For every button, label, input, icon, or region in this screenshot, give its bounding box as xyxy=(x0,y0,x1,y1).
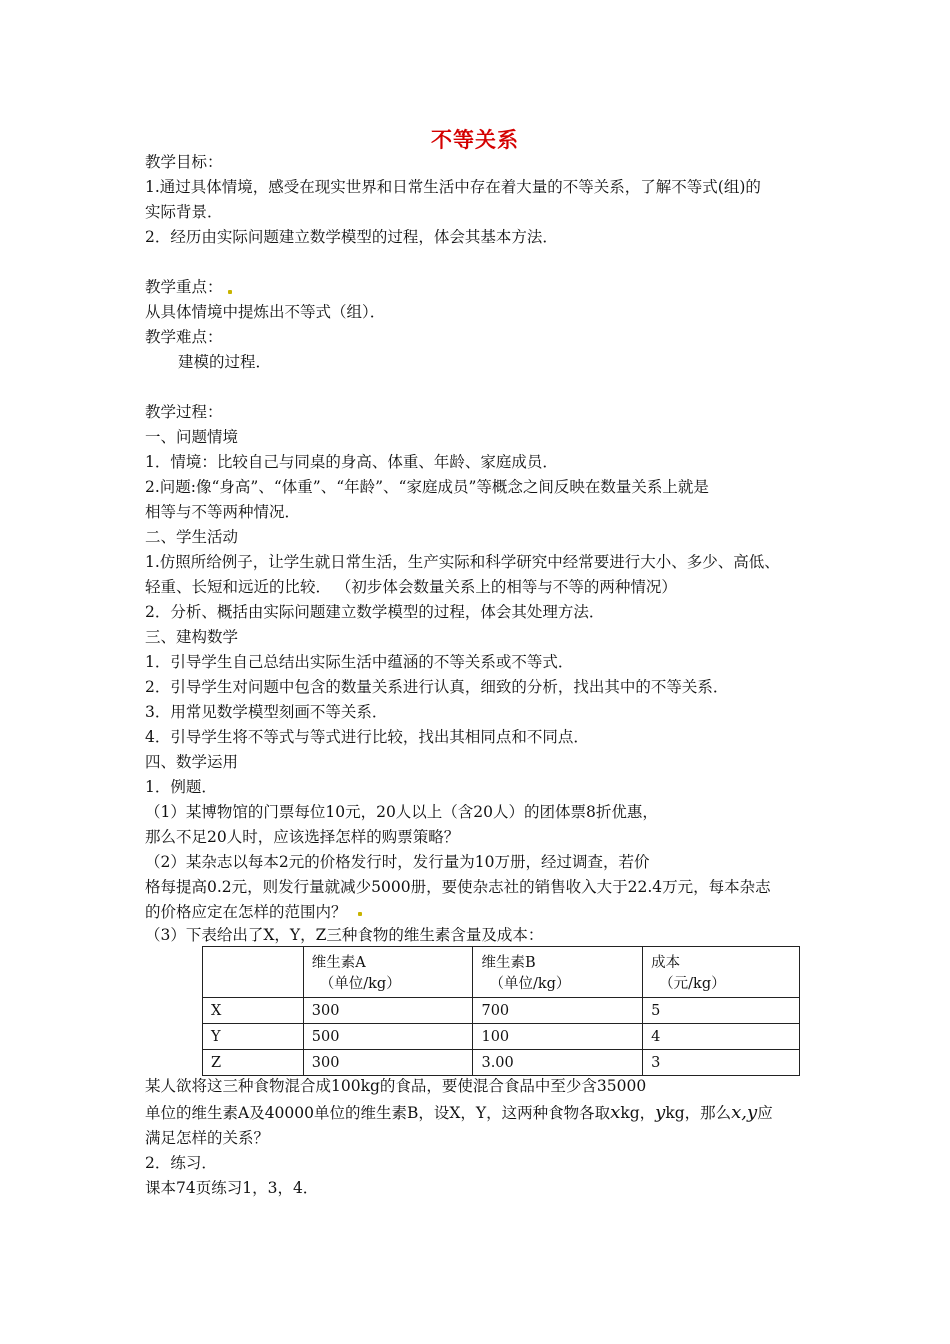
problem-text: 应 xyxy=(757,1104,773,1122)
examples-heading: 1．例题． xyxy=(145,778,217,796)
table-cell: 500 xyxy=(303,1024,473,1050)
vitamin-table xyxy=(202,946,800,1076)
objective-1-line-1: 1.通过具体情境，感受在现实世界和日常生活中存在着大量的不等关系，了解不等式(组)的 xyxy=(145,178,761,196)
objective-1-line-2: 实际背景． xyxy=(145,203,223,221)
section-3-item-1: 1．引导学生自己总结出实际生活中蕴涵的不等关系或不等式． xyxy=(145,653,574,671)
table-row xyxy=(203,1024,800,1050)
table-cell: 700 xyxy=(473,998,643,1024)
table-cell: 300 xyxy=(303,998,473,1024)
header-unit: （单位/kg） xyxy=(489,976,571,992)
mark-dot xyxy=(358,912,362,916)
section-2-heading: 二、学生活动 xyxy=(145,528,239,546)
difficulty-text: 建模的过程． xyxy=(178,353,272,371)
section-2-item-1-line-2: 轻重、长短和远近的比较． （初步体会数量关系上的相等与不等的两种情况） xyxy=(145,578,677,596)
table-cell: X xyxy=(203,998,304,1024)
variable-x: x xyxy=(610,1102,621,1123)
objectives-heading: 教学目标： xyxy=(145,153,223,171)
difficulty-heading: 教学难点： xyxy=(145,328,223,346)
header-unit: （单位/kg） xyxy=(319,976,401,992)
mark-dot xyxy=(228,290,232,294)
section-3-item-3: 3．用常见数学模型刻画不等关系． xyxy=(145,703,388,721)
practice-heading: 2．练习． xyxy=(145,1154,217,1172)
practice-text: 课本74页练习1，3，4． xyxy=(145,1179,319,1197)
table-cell: 5 xyxy=(643,998,800,1024)
example-1-line-1: （1）某博物馆的门票每位10元，20人以上（含20人）的团体票8折优惠， xyxy=(145,803,658,821)
unit-text: kg，那么 xyxy=(665,1104,732,1122)
table-cell: 3.00 xyxy=(473,1050,643,1076)
section-1-item-2-line-2: 相等与不等两种情况． xyxy=(145,503,301,521)
header-title: 维生素A xyxy=(311,955,366,971)
header-unit: （元/kg） xyxy=(659,976,726,992)
table-cell: 300 xyxy=(303,1050,473,1076)
example-1-line-2: 那么不足20人时，应该选择怎样的购票策略？ xyxy=(145,828,460,846)
table-row xyxy=(203,998,800,1024)
example-2-line-1: （2）某杂志以每本2元的价格发行时，发行量为10万册，经过调查，若价 xyxy=(145,853,650,871)
header-title: 成本 xyxy=(651,955,681,971)
section-1-item-1: 1．情境：比较自己与同桌的身高、体重、年龄、家庭成员． xyxy=(145,453,558,471)
table-cell: Y xyxy=(203,1024,304,1050)
section-2-item-1-line-1: 1.仿照所给例子，让学生就日常生活，生产实际和科学研究中经常要进行大小、多少、高低、 xyxy=(145,553,780,571)
table-header-cell xyxy=(643,947,800,998)
problem-line-3: 满足怎样的关系？ xyxy=(145,1129,270,1147)
page-title: 不等关系 xyxy=(431,128,519,152)
problem-line-2 xyxy=(145,1103,773,1123)
unit-text: kg， xyxy=(620,1104,656,1122)
header-title: 维生素B xyxy=(481,955,536,971)
table-header-cell xyxy=(203,947,304,998)
section-3-item-4: 4．引导学生将不等式与等式进行比较，找出其相同点和不同点． xyxy=(145,728,589,746)
table-cell: 4 xyxy=(643,1024,800,1050)
variable-y: y xyxy=(655,1102,666,1123)
table-header-cell xyxy=(303,947,473,998)
section-1-item-2-line-1: 2.问题:像“身高”、“体重”、“年龄”、“家庭成员”等概念之间反映在数量关系上就是 xyxy=(145,478,709,496)
table-header-cell xyxy=(473,947,643,998)
table-cell: 100 xyxy=(473,1024,643,1050)
variable-xy: x,y xyxy=(731,1102,758,1123)
example-3-intro: （3）下表给出了X，Y，Z三种食物的维生素含量及成本： xyxy=(145,926,544,944)
section-3-heading: 三、建构数学 xyxy=(145,628,239,646)
example-2-line-2: 格每提高0.2元，则发行量就减少5000册，要使杂志社的销售收入大于22.4万元，每本杂志 xyxy=(145,878,771,896)
table-cell: 3 xyxy=(643,1050,800,1076)
section-3-item-2: 2．引导学生对问题中包含的数量关系进行认真，细致的分析，找出其中的不等关系． xyxy=(145,678,729,696)
process-heading: 教学过程： xyxy=(145,403,223,421)
table-cell: Z xyxy=(203,1050,304,1076)
keypoint-heading: 教学重点： xyxy=(145,278,223,296)
table-header-row xyxy=(203,947,800,998)
example-2-line-3: 的价格应定在怎样的范围内？ xyxy=(145,903,347,921)
section-4-heading: 四、数学运用 xyxy=(145,753,239,771)
table-row xyxy=(203,1050,800,1076)
section-2-item-2: 2．分析、概括由实际问题建立数学模型的过程，体会其处理方法． xyxy=(145,603,605,621)
objective-2: 2．经历由实际问题建立数学模型的过程，体会其基本方法． xyxy=(145,228,558,246)
keypoint-text: 从具体情境中提炼出不等式（组）． xyxy=(145,303,386,321)
section-1-heading: 一、问题情境 xyxy=(145,428,239,446)
problem-text: 单位的维生素A及40000单位的维生素B，设X，Y，这两种食物各取 xyxy=(145,1104,611,1122)
problem-line-1: 某人欲将这三种食物混合成100kg的食品，要使混合食品中至少含35000 xyxy=(145,1077,647,1095)
